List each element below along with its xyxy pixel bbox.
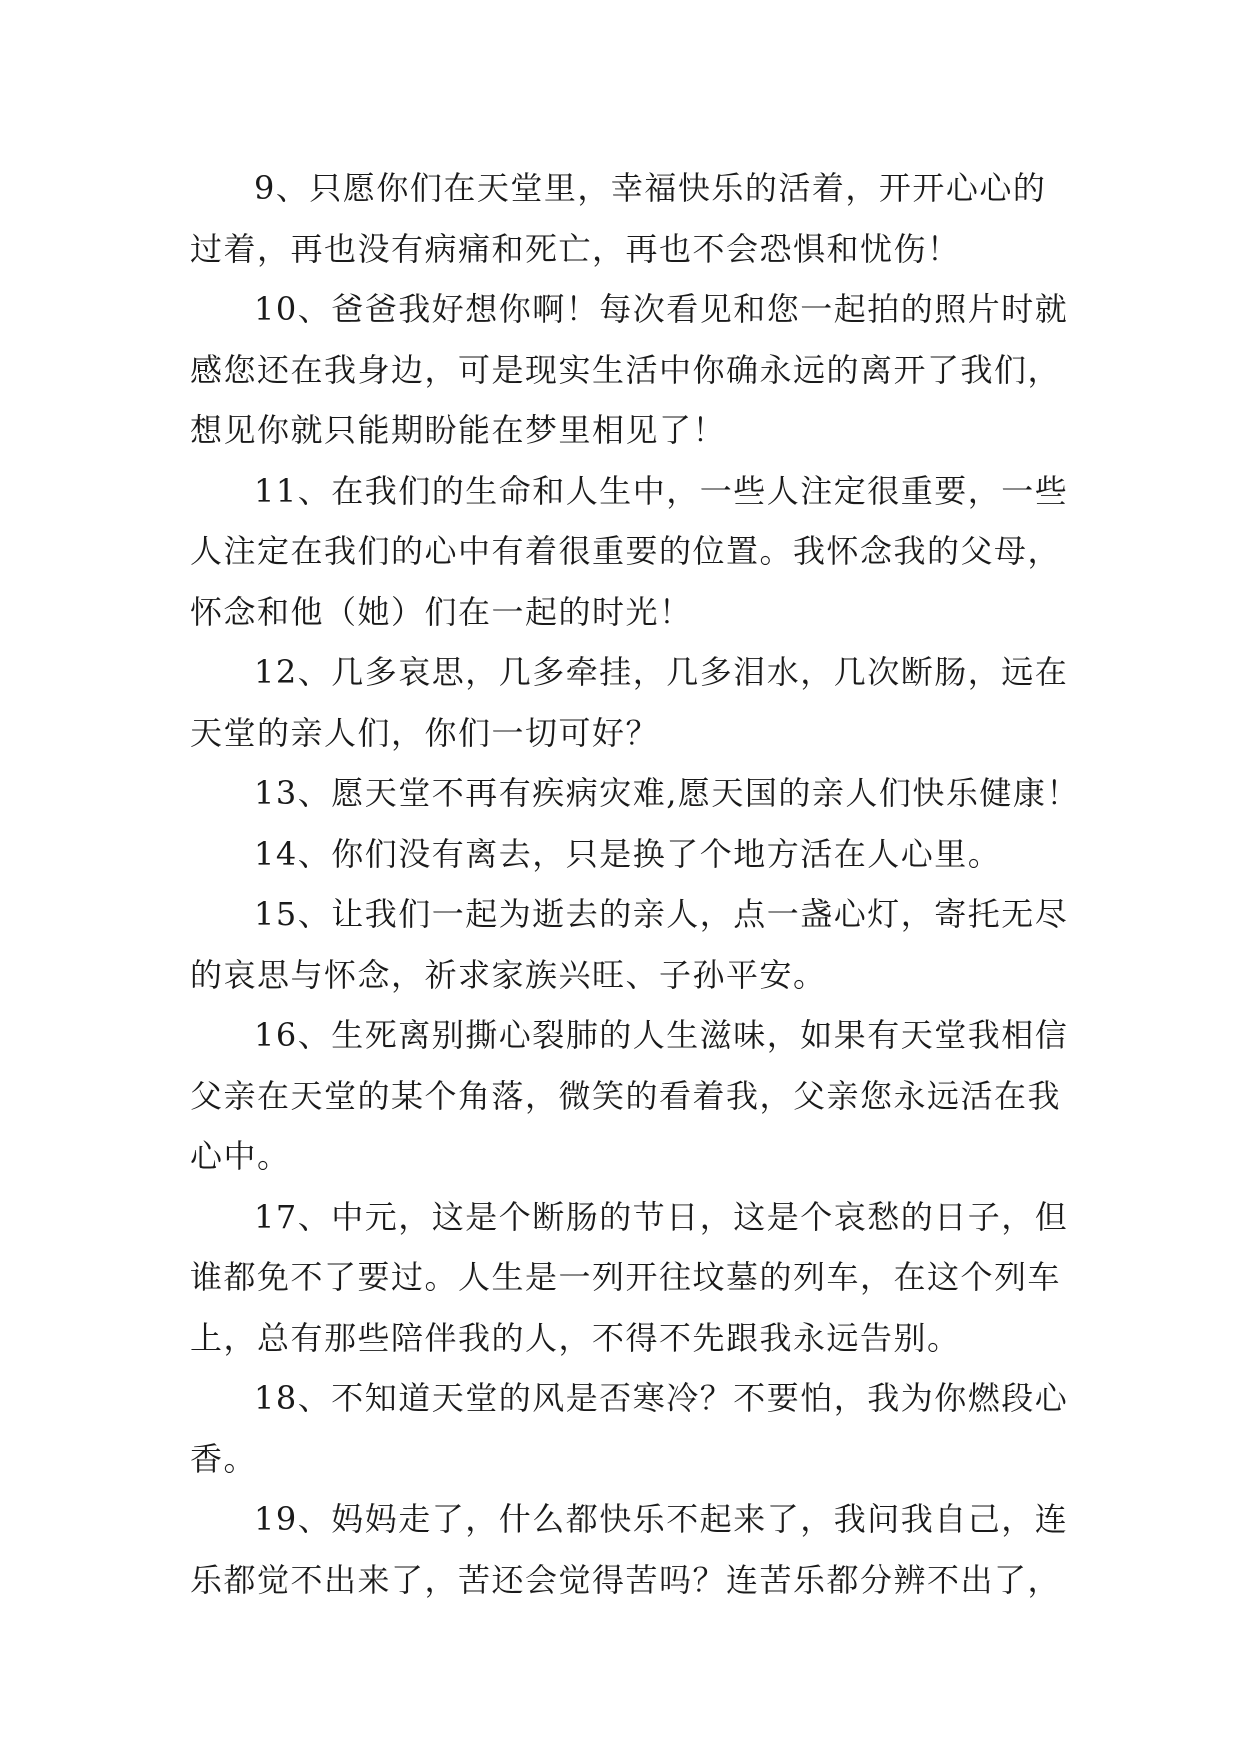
paragraph-line: 上，总有那些陪伴我的人，不得不先跟我永远告别。 [190, 1318, 961, 1357]
paragraph-14 [190, 824, 1060, 885]
paragraph-10 [190, 279, 1069, 461]
paragraph-9 [190, 158, 1060, 279]
paragraph-19 [190, 1489, 1069, 1610]
paragraph-16 [190, 1005, 1069, 1187]
paragraph-18 [190, 1368, 1069, 1489]
paragraph-line: 父亲在天堂的某个角落，微笑的看着我，父亲您永远活在我 [190, 1076, 1062, 1115]
paragraph-line: 感您还在我身边，可是现实生活中你确永远的离开了我们， [190, 350, 1062, 389]
paragraph-line: 想见你就只能期盼能在梦里相见了！ [190, 411, 727, 449]
paragraph-12 [190, 642, 1069, 763]
paragraph-line: 怀念和他（她）们在一起的时光！ [190, 592, 693, 631]
paragraph-13 [190, 763, 1080, 824]
document-body [190, 158, 1080, 1610]
paragraph-line: 14、你们没有离去，只是换了个地方活在人心里。 [254, 834, 1002, 873]
paragraph-line: 天堂的亲人们，你们一切可好？ [190, 713, 660, 752]
paragraph-line: 11、在我们的生命和人生中，一些人注定很重要，一些 [254, 471, 1069, 510]
paragraph-line: 人注定在我们的心中有着很重要的位置。我怀念我的父母， [190, 532, 1062, 570]
paragraph-line: 香。 [190, 1439, 258, 1478]
paragraph-11 [190, 461, 1069, 643]
paragraph-line: 过着，再也没有病痛和死亡，再也不会恐惧和忧伤！ [190, 229, 961, 268]
paragraph-line: 16、生死离别撕心裂肺的人生滋味，如果有天堂我相信 [254, 1016, 1069, 1054]
paragraph-line: 心中。 [190, 1137, 291, 1175]
paragraph-line: 9、只愿你们在天堂里，幸福快乐的活着，开开心心的 [254, 169, 1047, 207]
paragraph-line: 谁都免不了要过。人生是一列开往坟墓的列车，在这个列车 [190, 1258, 1062, 1296]
paragraph-line: 19、妈妈走了，什么都快乐不起来了，我问我自己，连 [254, 1500, 1069, 1538]
paragraph-line: 的哀思与怀念，祈求家族兴旺、子孙平安。 [190, 955, 827, 994]
paragraph-15 [190, 884, 1069, 1005]
paragraph-17 [190, 1187, 1069, 1369]
paragraph-line: 乐都觉不出来了，苦还会觉得苦吗？连苦乐都分辨不出了， [190, 1560, 1062, 1599]
paragraph-line: 17、中元，这是个断肠的节日，这是个哀愁的日子，但 [254, 1197, 1069, 1236]
paragraph-line: 12、几多哀思，几多牵挂，几多泪水，几次断肠，远在 [254, 653, 1069, 691]
paragraph-line: 13、愿天堂不再有疾病灾难,愿天国的亲人们快乐健康！ [254, 774, 1080, 812]
paragraph-line: 10、爸爸我好想你啊！每次看见和您一起拍的照片时就 [254, 290, 1069, 328]
paragraph-line: 15、让我们一起为逝去的亲人，点一盏心灯，寄托无尽 [254, 895, 1069, 933]
paragraph-line: 18、不知道天堂的风是否寒冷？不要怕，我为你燃段心 [254, 1379, 1069, 1417]
